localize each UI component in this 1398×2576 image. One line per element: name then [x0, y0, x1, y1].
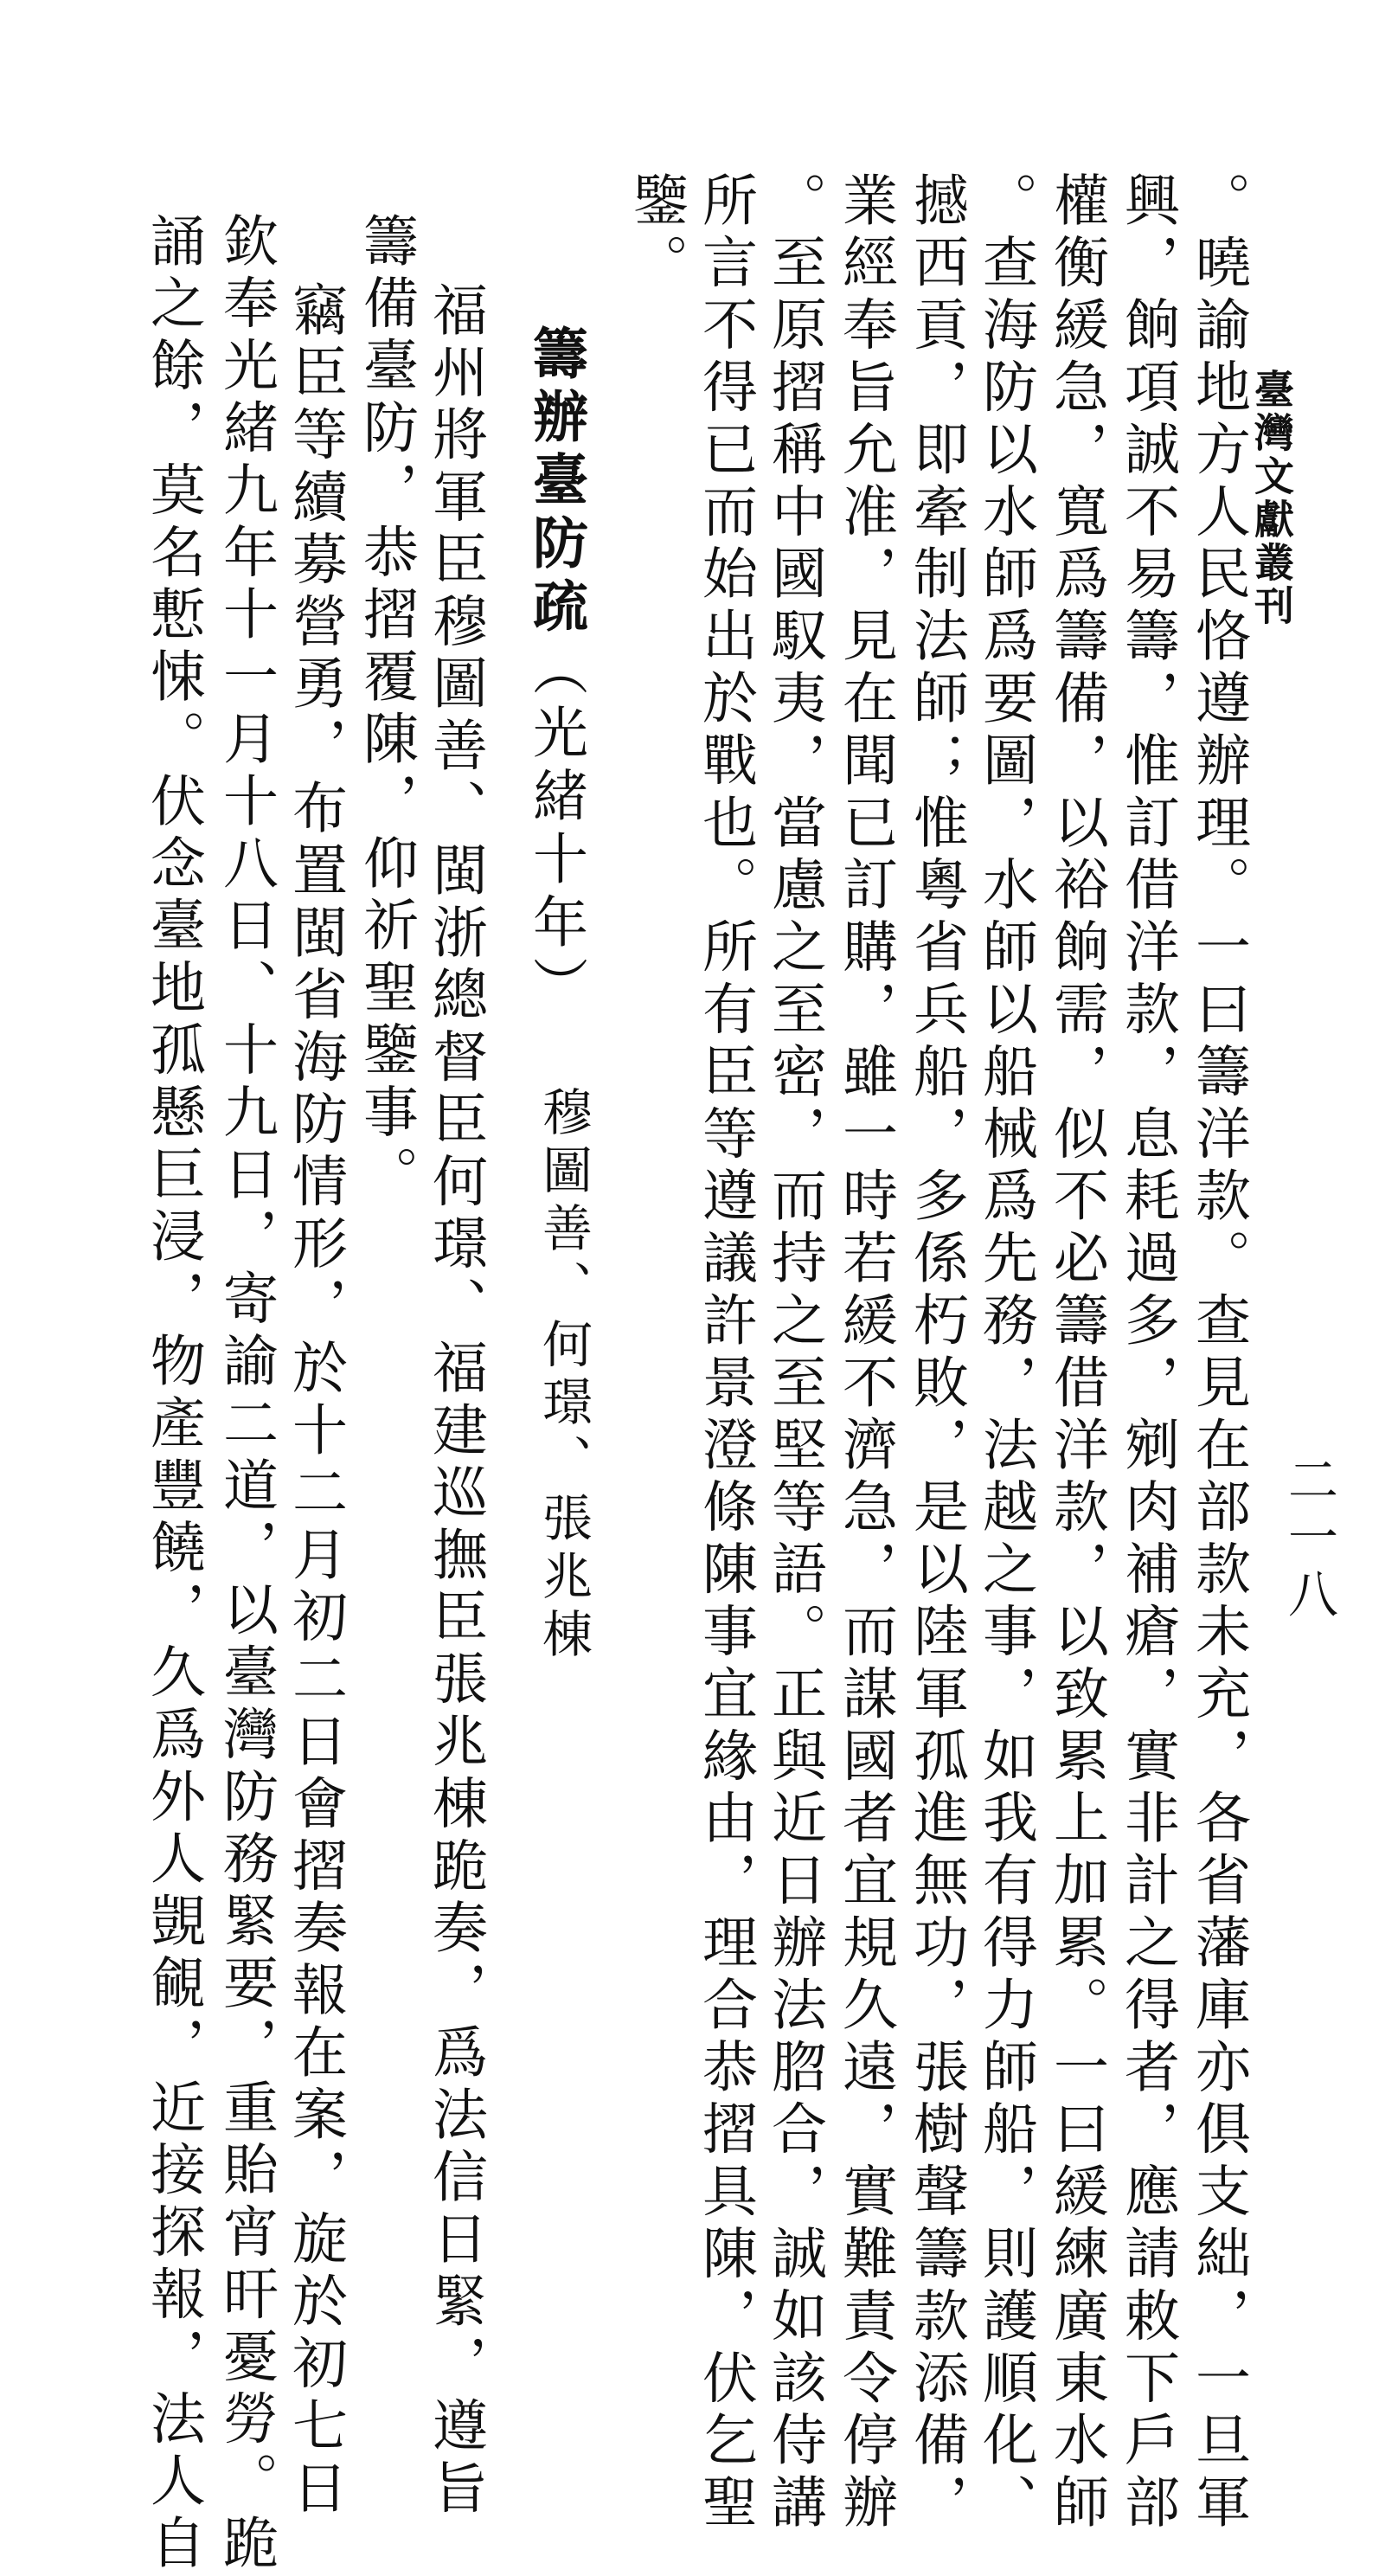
- memorial-authors: 穆圖善、何璟、張兆棟: [534, 1086, 593, 1666]
- body-column-5: 撼西貢，即牽制法師；惟粵省兵船，多係朽敗，是以陸軍孤進無功，張樹聲籌款添備，: [904, 171, 968, 2536]
- memorial-column-2: 籌備臺防，恭摺覆陳，仰祈聖鑒事。: [354, 212, 418, 1208]
- body-column-1: 。曉諭地方人民恪遵辦理。一曰籌洋款。查見在部款未充，各省藩庫亦俱支絀，一旦軍: [1186, 171, 1250, 2536]
- page-number: 二一八: [1279, 1454, 1338, 1625]
- memorial-column-5: 誦之餘，莫名慙悚。伏念臺地孤懸巨浸，物產豐饒，久爲外人覬覦，近接探報，法人自: [141, 212, 205, 2576]
- body-column-8: 所言不得已而始出於戰也。所有臣等遵議許景澄條陳事宜緣由，理合恭摺具陳，伏乞聖: [693, 171, 757, 2536]
- memorial-title-line: [523, 324, 588, 1019]
- body-column-9: 鑒。: [624, 171, 688, 296]
- body-column-4: 。查海防以水師爲要圖，水師以船械爲先務，法越之事，如我有得力師船，則護順化、: [973, 171, 1037, 2536]
- memorial-title: 籌辦臺防疏: [523, 324, 588, 640]
- body-column-7: 。至原摺稱中國馭夷，當慮之至密，而持之至堅等語。正與近日辦法脗合，誠如該侍講: [762, 171, 826, 2536]
- memorial-column-3: 竊臣等續募營勇，布置閩省海防情形，於十二月初二日會摺奏報在案，旋於初七日: [283, 281, 347, 2521]
- memorial-year: （光緒十年）: [523, 640, 587, 1019]
- running-title: 臺灣文獻叢刊: [1248, 369, 1295, 628]
- memorial-column-1: 福州將軍臣穆圖善、閩浙總督臣何璟、福建巡撫臣張兆棟跪奏，爲法信日緊，遵旨: [423, 281, 487, 2521]
- body-column-3: 權衡緩急，寬爲籌備，以裕餉需，似不必籌借洋款，以致累上加累。一曰緩練廣東水師: [1044, 171, 1108, 2536]
- body-column-2: 興，餉項誠不易籌，惟訂借洋款，息耗過多，剜肉補瘡，實非計之得者，應請敕下戶部: [1115, 171, 1179, 2536]
- memorial-column-4: 欽奉光緒九年十一月十八日、十九日，寄諭二道，以臺灣防務緊要，重貽宵旰憂勞。跪: [214, 212, 278, 2576]
- body-column-6: 業經奉旨允准，見在聞已訂購，雖一時若緩不濟急，而謀國者宜規久遠，實難責令停辦: [833, 171, 897, 2536]
